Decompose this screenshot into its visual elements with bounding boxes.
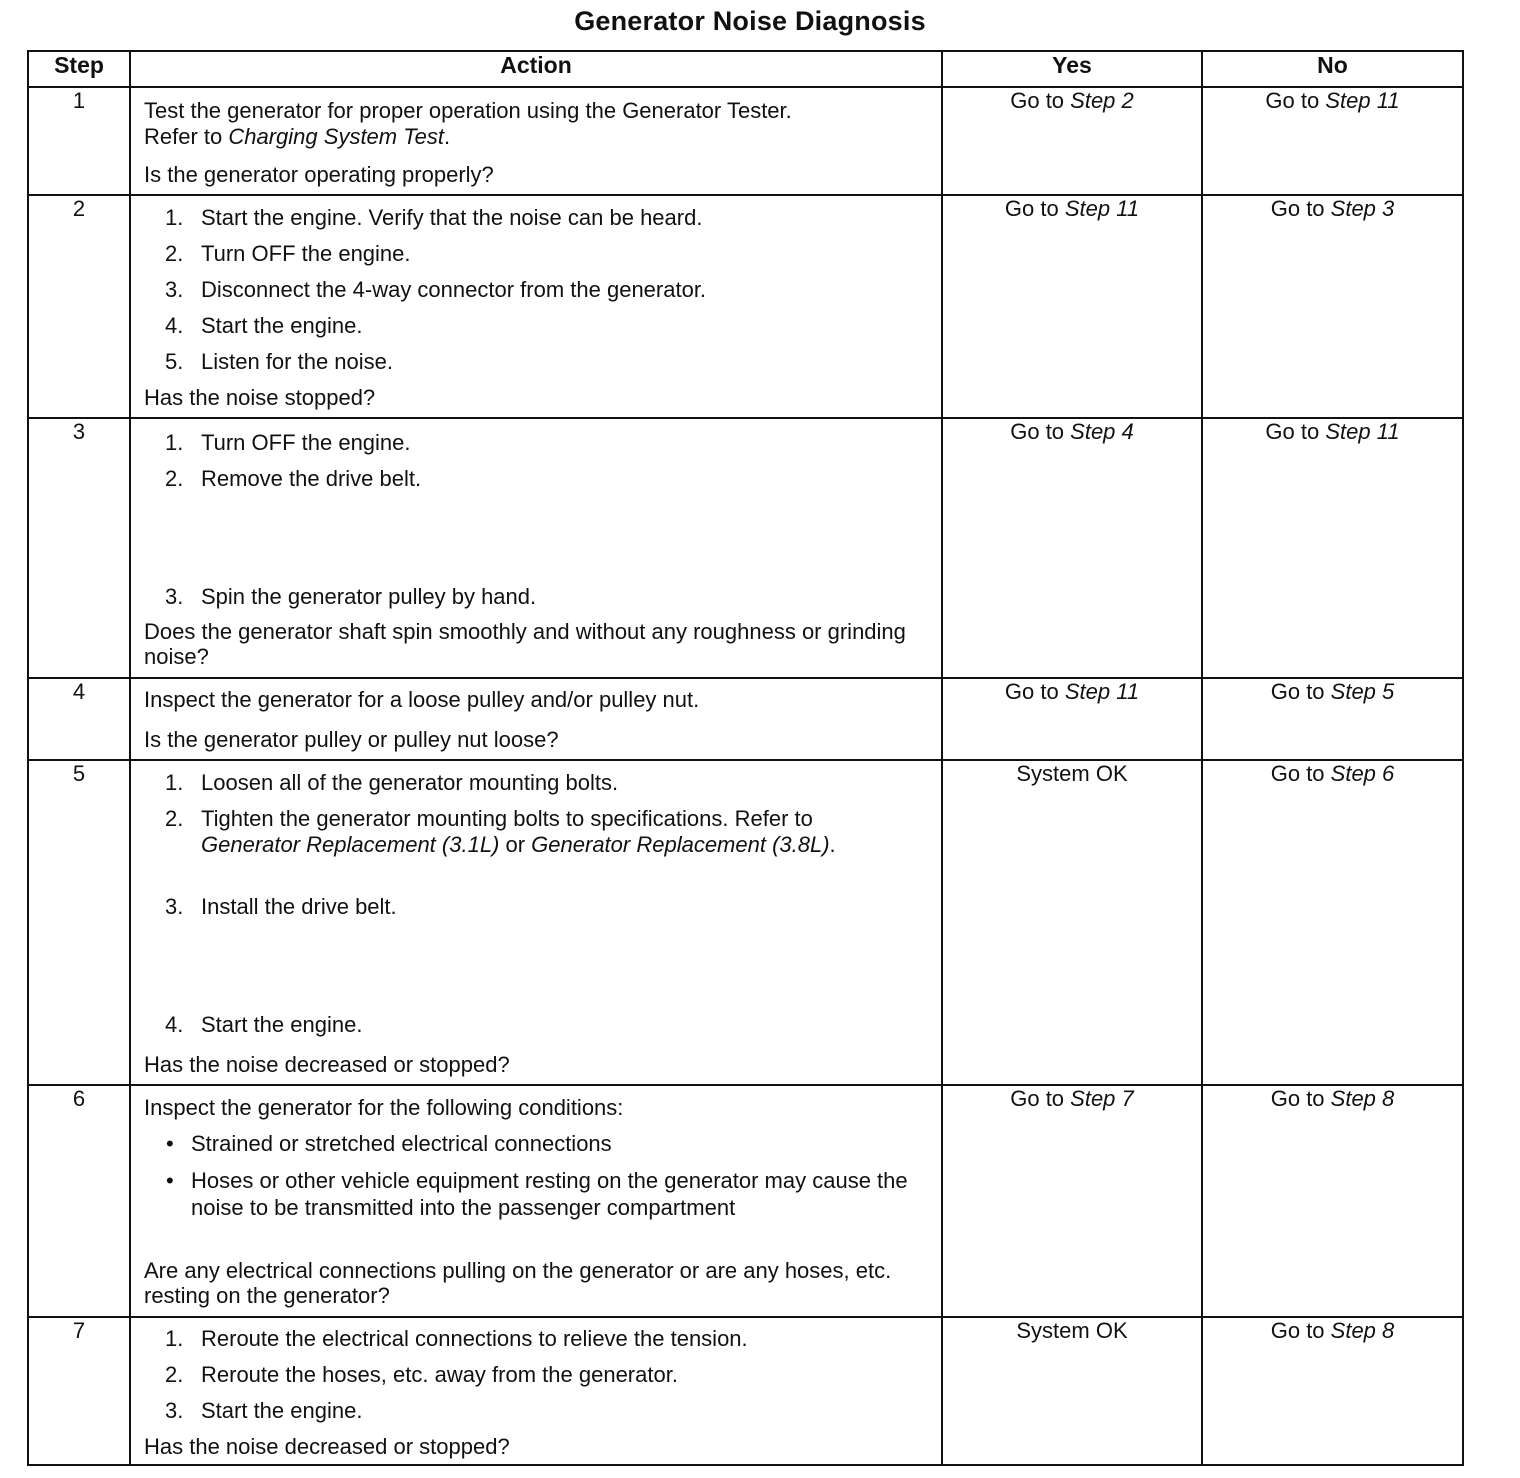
- list-item: 3. Disconnect the 4-way connector from the generator.: [165, 277, 707, 302]
- bullet-list: [144, 1131, 927, 1221]
- action-cell: [130, 678, 942, 760]
- list-item: 3. Start the engine.: [165, 1398, 363, 1423]
- list-item: • Hoses or other vehicle equipment resting on the generator may cause the noise to be transmitted into the passenger compartment: [166, 1168, 908, 1220]
- list-item: 2. Tighten the generator mounting bolts to specifications. Refer to Generator Replacement (3.1L) or Generator Replacement (3.8L).: [165, 806, 836, 857]
- goto-prefix: Go to: [1010, 88, 1071, 113]
- yes-cell: [942, 1317, 1202, 1465]
- goto-step-ref: Step 3: [1330, 196, 1395, 221]
- numbered-list: [144, 196, 927, 375]
- yes-cell: [942, 87, 1202, 195]
- no-cell: Go to Step 5: [1202, 678, 1463, 760]
- goto-step-ref: Step 8: [1330, 1086, 1395, 1111]
- list-number: 2.: [165, 241, 184, 266]
- reference-link: Generator Replacement (3.8L): [531, 832, 830, 857]
- column-header-yes: Yes: [942, 51, 1202, 87]
- result-text: System OK: [1016, 1318, 1128, 1343]
- yes-cell: Go to Step 4: [942, 418, 1202, 678]
- step-number: 1: [28, 87, 130, 195]
- question-text: Is the generator operating properly?: [144, 162, 494, 187]
- list-item: 1. Start the engine. Verify that the noise can be heard.: [165, 205, 703, 230]
- question-text: Has the noise decreased or stopped?: [144, 1434, 510, 1459]
- table-row: [28, 87, 1463, 195]
- page-title: Generator Noise Diagnosis: [574, 6, 926, 36]
- table-row: [28, 195, 1463, 418]
- column-header-no: No: [1202, 51, 1463, 87]
- list-item: 3. Install the drive belt.: [165, 894, 397, 919]
- no-cell: Go to Step 8: [1202, 1085, 1463, 1317]
- goto-step-ref: Step 7: [1070, 1086, 1134, 1111]
- no-cell: Go to Step 8: [1202, 1317, 1463, 1465]
- action-cell: [130, 1085, 942, 1317]
- list-item: 1. Loosen all of the generator mounting bolts.: [165, 770, 619, 795]
- goto-prefix: Go to: [1265, 88, 1326, 113]
- no-cell: Go to Step 3: [1202, 195, 1463, 418]
- goto-step-ref: Step 2: [1070, 88, 1134, 113]
- step-number: 3: [28, 418, 130, 678]
- list-number: 2.: [165, 1362, 184, 1387]
- list-item: 1. Turn OFF the engine.: [165, 430, 411, 455]
- no-cell: Go to Step 11: [1202, 418, 1463, 678]
- numbered-list: [144, 1318, 927, 1424]
- goto-step-ref: Step 11: [1325, 419, 1400, 444]
- step-number: 6: [28, 1085, 130, 1317]
- yes-cell: Go to Step 11: [942, 678, 1202, 760]
- list-item: 1. Reroute the electrical connections to relieve the tension.: [165, 1326, 748, 1351]
- step-number: 7: [28, 1317, 130, 1465]
- action-cell: [130, 195, 942, 418]
- question-text: Has the noise decreased or stopped?: [144, 1052, 510, 1077]
- action-cell: [130, 87, 942, 195]
- column-header-action: Action: [130, 51, 942, 87]
- yes-cell: Go to Step 7: [942, 1085, 1202, 1317]
- list-item: 5. Listen for the noise.: [165, 349, 394, 374]
- list-item: • Strained or stretched electrical connections: [166, 1131, 612, 1156]
- no-cell: Go to Step 6: [1202, 760, 1463, 1085]
- header-row: [28, 51, 1463, 87]
- list-number: 3.: [165, 277, 184, 302]
- list-item: 2. Reroute the hoses, etc. away from the generator.: [165, 1362, 678, 1387]
- goto-step-ref: Step 11: [1064, 679, 1140, 704]
- diagnosis-table: [27, 50, 1464, 1466]
- yes-cell: [942, 760, 1202, 1085]
- question-text: Is the generator pulley or pulley nut loose?: [144, 727, 559, 752]
- question-text: Are any electrical connections pulling on the generator or are any hoses, etc. resting on the generator?: [144, 1258, 892, 1308]
- list-number: 1.: [165, 430, 184, 455]
- list-number: 4.: [165, 313, 184, 338]
- action-cell: [130, 760, 942, 1085]
- list-number: 1.: [165, 770, 184, 795]
- goto-step-ref: Step 8: [1330, 1318, 1395, 1343]
- goto-step-ref: Step 6: [1330, 761, 1395, 786]
- table-row: [28, 760, 1463, 1085]
- refer-prefix: Refer to: [144, 124, 229, 149]
- step-number: 2: [28, 195, 130, 418]
- table-row: [28, 678, 1463, 760]
- table-row: [28, 418, 1463, 678]
- goto-step-ref: Step 4: [1070, 419, 1134, 444]
- list-item: 4. Start the engine.: [165, 1012, 363, 1037]
- list-item: 2. Remove the drive belt.: [165, 466, 422, 491]
- question-text: Does the generator shaft spin smoothly and without any roughness or grinding noise?: [144, 619, 906, 669]
- list-number: 1.: [165, 205, 184, 230]
- refer-suffix: .: [444, 124, 451, 149]
- list-number: 3.: [165, 584, 184, 609]
- list-item: 4. Start the engine.: [165, 313, 363, 338]
- action-cell: [130, 1317, 942, 1465]
- bullet-icon: •: [166, 1131, 174, 1156]
- list-number: 2.: [165, 466, 184, 491]
- goto-step-ref: Step 11: [1325, 88, 1400, 113]
- table-row: [28, 1085, 1463, 1317]
- step-number: 5: [28, 760, 130, 1085]
- action-text: Inspect the generator for the following conditions:: [144, 1095, 624, 1120]
- action-text: Inspect the generator for a loose pulley and/or pulley nut.: [144, 687, 700, 712]
- yes-cell: Go to Step 11: [942, 195, 1202, 418]
- column-header-step: Step: [28, 51, 130, 87]
- table-row: [28, 1317, 1463, 1465]
- goto-step-ref: Step 11: [1064, 196, 1140, 221]
- numbered-list: [144, 761, 927, 1038]
- list-number: 5.: [165, 349, 184, 374]
- question-text: Has the noise stopped?: [144, 385, 376, 410]
- goto-step-ref: Step 5: [1330, 679, 1395, 704]
- list-item: 3. Spin the generator pulley by hand.: [165, 584, 537, 609]
- list-number: 4.: [165, 1012, 184, 1037]
- reference-link: Charging System Test: [228, 124, 444, 149]
- list-item: 2. Turn OFF the engine.: [165, 241, 411, 266]
- result-text: System OK: [1016, 761, 1128, 786]
- action-text: Test the generator for proper operation using the Generator Tester.: [144, 98, 792, 123]
- bullet-icon: •: [166, 1168, 174, 1193]
- step-number: 4: [28, 678, 130, 760]
- list-number: 2.: [165, 806, 184, 831]
- list-number: 3.: [165, 894, 184, 919]
- reference-link: Generator Replacement (3.1L): [201, 832, 500, 857]
- list-number: 3.: [165, 1398, 184, 1423]
- no-cell: [1202, 87, 1463, 195]
- numbered-list: [144, 419, 927, 610]
- list-number: 1.: [165, 1326, 184, 1351]
- action-cell: [130, 418, 942, 678]
